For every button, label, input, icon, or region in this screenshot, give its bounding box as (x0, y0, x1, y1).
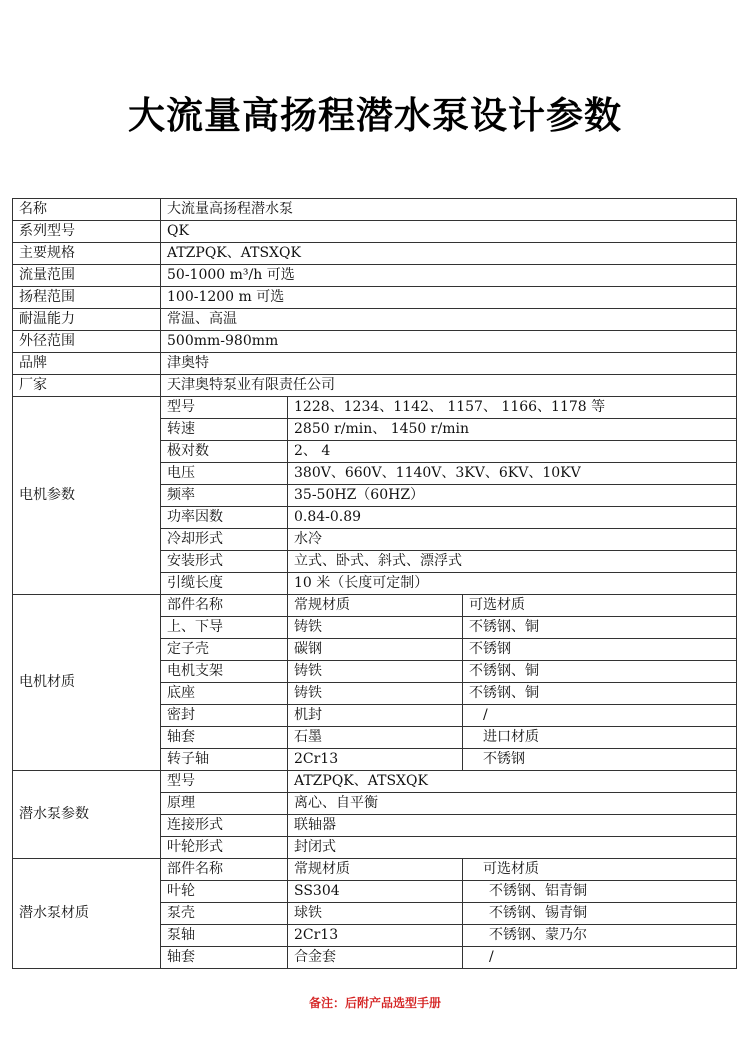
param-label: 转速 (161, 419, 288, 441)
param-value: 2850 r/min、 1450 r/min (288, 419, 737, 441)
param-label: 叶轮形式 (161, 837, 288, 859)
optional-material: 不锈钢、铝青铜 (463, 881, 737, 903)
table-row (13, 199, 737, 221)
optional-material: 不锈钢 (463, 639, 737, 661)
part-name: 轴套 (161, 947, 288, 969)
param-label: 功率因数 (161, 507, 288, 529)
part-name: 部件名称 (161, 859, 288, 881)
row-value: 500mm-980mm (161, 331, 737, 353)
param-value: 2、 4 (288, 441, 737, 463)
param-label: 安装形式 (161, 551, 288, 573)
param-value: 35-50HZ（60HZ） (288, 485, 737, 507)
table-row (13, 243, 737, 265)
param-value: 水冷 (288, 529, 737, 551)
part-name: 部件名称 (161, 595, 288, 617)
table-row (13, 771, 737, 793)
param-label: 冷却形式 (161, 529, 288, 551)
param-label: 引缆长度 (161, 573, 288, 595)
standard-material: 2Cr13 (288, 925, 463, 947)
group-label: 电机材质 (13, 595, 161, 771)
row-label: 主要规格 (13, 243, 161, 265)
group-label: 电机参数 (13, 397, 161, 595)
footer-note: 备注：后附产品选型手册 (308, 996, 441, 1010)
optional-material: 可选材质 (463, 859, 737, 881)
row-label: 厂家 (13, 375, 161, 397)
param-value: 封闭式 (288, 837, 737, 859)
standard-material: 石墨 (288, 727, 463, 749)
table-row (13, 331, 737, 353)
optional-material: / (463, 947, 737, 969)
part-name: 上、下导 (161, 617, 288, 639)
row-value: QK (161, 221, 737, 243)
standard-material: 常规材质 (288, 595, 463, 617)
row-label: 外径范围 (13, 331, 161, 353)
group-label: 潜水泵参数 (13, 771, 161, 859)
spec-table-body (13, 199, 737, 969)
row-label: 耐温能力 (13, 309, 161, 331)
part-name: 电机支架 (161, 661, 288, 683)
standard-material: 合金套 (288, 947, 463, 969)
optional-material: 可选材质 (463, 595, 737, 617)
part-name: 转子轴 (161, 749, 288, 771)
param-value: 0.84-0.89 (288, 507, 737, 529)
param-label: 电压 (161, 463, 288, 485)
optional-material: 不锈钢 (463, 749, 737, 771)
spec-table (12, 198, 737, 969)
row-value: 津奥特 (161, 353, 737, 375)
param-label: 原理 (161, 793, 288, 815)
row-value: 常温、高温 (161, 309, 737, 331)
standard-material: SS304 (288, 881, 463, 903)
table-row (13, 287, 737, 309)
row-value: 天津奥特泵业有限责任公司 (161, 375, 737, 397)
optional-material: 进口材质 (463, 727, 737, 749)
table-row (13, 397, 737, 419)
row-value: 100-1200 m 可选 (161, 287, 737, 309)
param-value: 离心、自平衡 (288, 793, 737, 815)
param-label: 型号 (161, 397, 288, 419)
part-name: 底座 (161, 683, 288, 705)
standard-material: 球铁 (288, 903, 463, 925)
param-value: 380V、660V、1140V、3KV、6KV、10KV (288, 463, 737, 485)
param-value: 10 米（长度可定制） (288, 573, 737, 595)
optional-material: / (463, 705, 737, 727)
standard-material: 铸铁 (288, 661, 463, 683)
group-label: 潜水泵材质 (13, 859, 161, 969)
part-name: 泵壳 (161, 903, 288, 925)
param-label: 极对数 (161, 441, 288, 463)
part-name: 叶轮 (161, 881, 288, 903)
part-name: 密封 (161, 705, 288, 727)
page-title: 大流量高扬程潜水泵设计参数 (128, 94, 622, 137)
optional-material: 不锈钢、蒙乃尔 (463, 925, 737, 947)
row-label: 流量范围 (13, 265, 161, 287)
standard-material: 碳钢 (288, 639, 463, 661)
part-name: 轴套 (161, 727, 288, 749)
row-label: 品牌 (13, 353, 161, 375)
optional-material: 不锈钢、铜 (463, 661, 737, 683)
param-value: 立式、卧式、斜式、漂浮式 (288, 551, 737, 573)
param-value: 1228、1234、1142、 1157、 1166、1178 等 (288, 397, 737, 419)
table-row (13, 265, 737, 287)
optional-material: 不锈钢、铜 (463, 683, 737, 705)
table-row (13, 353, 737, 375)
part-name: 定子壳 (161, 639, 288, 661)
standard-material: 2Cr13 (288, 749, 463, 771)
param-label: 频率 (161, 485, 288, 507)
param-label: 连接形式 (161, 815, 288, 837)
param-value: ATZPQK、ATSXQK (288, 771, 737, 793)
table-row (13, 309, 737, 331)
row-value: ATZPQK、ATSXQK (161, 243, 737, 265)
table-row (13, 221, 737, 243)
param-label: 型号 (161, 771, 288, 793)
table-row (13, 859, 737, 881)
standard-material: 铸铁 (288, 617, 463, 639)
standard-material: 机封 (288, 705, 463, 727)
part-name: 泵轴 (161, 925, 288, 947)
row-label: 扬程范围 (13, 287, 161, 309)
table-row (13, 595, 737, 617)
row-label: 系列型号 (13, 221, 161, 243)
optional-material: 不锈钢、锡青铜 (463, 903, 737, 925)
row-value: 大流量高扬程潜水泵 (161, 199, 737, 221)
row-label: 名称 (13, 199, 161, 221)
standard-material: 铸铁 (288, 683, 463, 705)
optional-material: 不锈钢、铜 (463, 617, 737, 639)
table-row (13, 375, 737, 397)
row-value: 50-1000 m³/h 可选 (161, 265, 737, 287)
standard-material: 常规材质 (288, 859, 463, 881)
param-value: 联轴器 (288, 815, 737, 837)
